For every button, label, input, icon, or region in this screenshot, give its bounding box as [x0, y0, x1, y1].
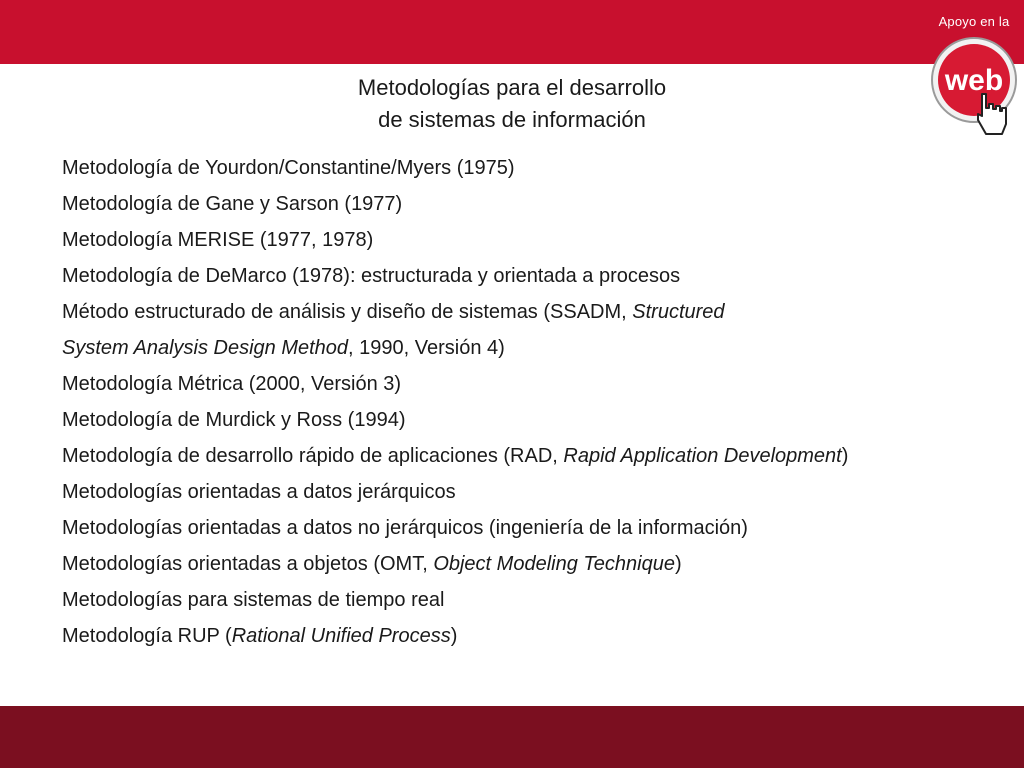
list-item-italic: Object Modeling Technique [433, 553, 675, 575]
list-item [62, 334, 962, 363]
logo-word: web [944, 64, 1004, 97]
list-item-text: Metodología MERISE (1977, 1978) [62, 229, 374, 251]
list-item [62, 586, 962, 615]
list-item-text: Metodologías orientadas a datos no jerárquicos (ingeniería de la información) [62, 517, 748, 539]
list-item-text: Metodologías orientadas a datos jerárquicos [62, 481, 456, 503]
slide-title [250, 72, 774, 136]
list-item [62, 514, 962, 543]
list-item-text: Metodología de Gane y Sarson (1977) [62, 193, 403, 215]
list-item [62, 442, 962, 471]
top-banner [0, 0, 1024, 64]
list-item-text: Metodología RUP ( [62, 625, 232, 647]
list-item [62, 226, 962, 255]
list-item-text: , 1990, Versión 4) [348, 337, 505, 359]
list-item-text: Metodología de desarrollo rápido de aplicaciones (RAD, [62, 445, 564, 467]
title-line-2: de sistemas de información [378, 107, 646, 132]
list-item-text: Método estructurado de análisis y diseño de sistemas (SSADM, [62, 301, 633, 323]
list-item [62, 154, 962, 183]
list-item-text: ) [450, 625, 458, 647]
list-item-text: ) [674, 553, 682, 575]
list-item [62, 622, 962, 651]
list-item [62, 550, 962, 579]
list-item [62, 478, 962, 507]
list-item [62, 370, 962, 399]
list-item-italic: Rational Unified Process [231, 625, 451, 647]
apoyo-web-logo [926, 8, 1022, 140]
list-item-italic: Structured [632, 301, 725, 323]
list-item-text: Metodologías orientadas a objetos (OMT, [62, 553, 434, 575]
list-item-text: Metodología de Yourdon/Constantine/Myers (1975) [62, 157, 515, 179]
list-item-text: Metodologías para sistemas de tiempo real [62, 589, 445, 611]
list-item-text: Metodología Métrica (2000, Versión 3) [62, 373, 402, 395]
list-item [62, 190, 962, 219]
list-item [62, 298, 962, 327]
bottom-banner [0, 706, 1024, 768]
list-item-text: Metodología de Murdick y Ross (1994) [62, 409, 406, 431]
list-item-italic: System Analysis Design Method [62, 337, 349, 359]
logo-caption: Apoyo en la [938, 14, 1010, 29]
title-line-1: Metodologías para el desarrollo [357, 75, 667, 100]
list-item-italic: Rapid Application Development [563, 445, 842, 467]
list-item-text: Metodología de DeMarco (1978): estructurada y orientada a procesos [62, 265, 681, 287]
list-item-text: ) [841, 445, 849, 467]
list-item [62, 406, 962, 435]
list-item [62, 262, 962, 291]
methodology-list [62, 154, 962, 658]
